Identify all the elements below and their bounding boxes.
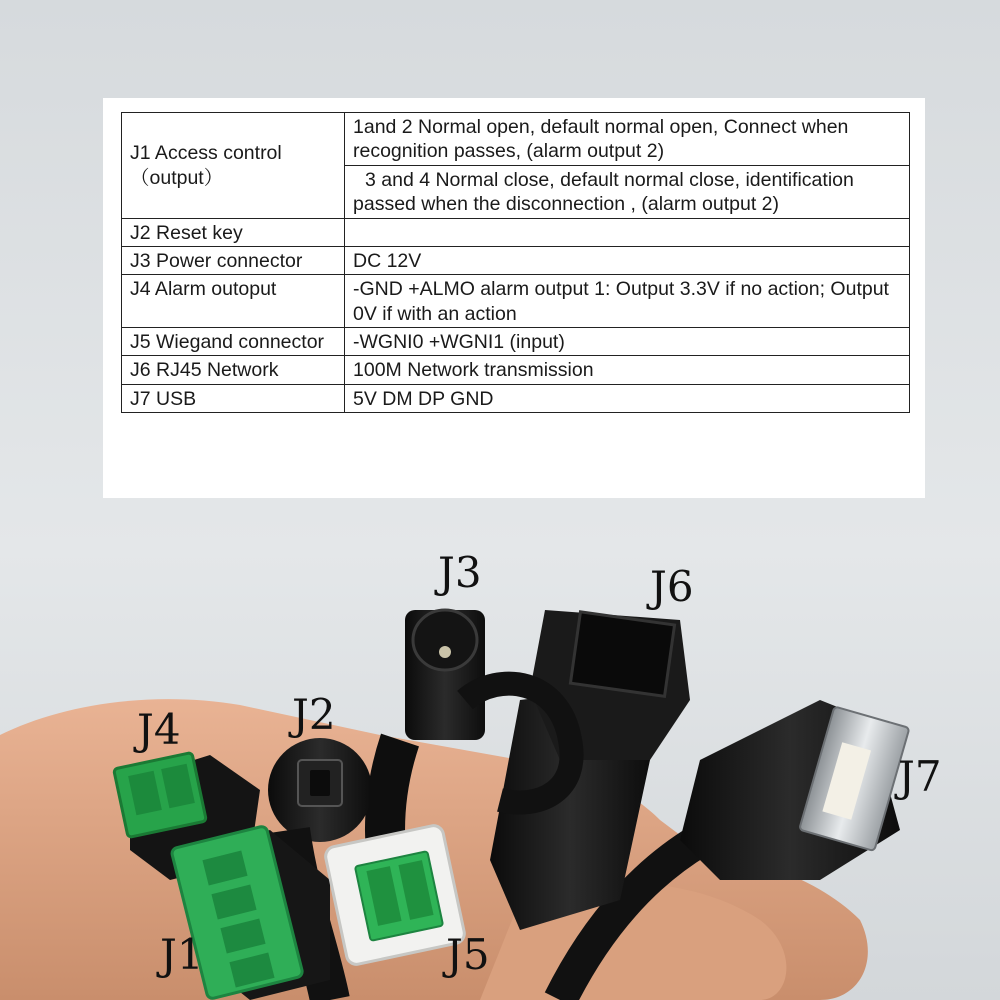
spec-table (121, 112, 910, 413)
label-j1: J1 (160, 930, 204, 979)
table-cell (345, 165, 910, 218)
label-j3: J3 (438, 548, 482, 597)
component-subtitle: （output） (130, 166, 224, 189)
spec-table-panel (103, 98, 925, 498)
table-cell: J3 Power connector (122, 246, 345, 274)
description-line: passed when the disconnection , (alarm output 2) (353, 193, 780, 216)
table-cell: J5 Wiegand connector (122, 328, 345, 356)
table-cell: J7 USB (122, 384, 345, 412)
table-cell: -GND +ALMO alarm output 1: Output 3.3V if no action; Output 0V if with an action (345, 275, 910, 328)
table-row (122, 356, 910, 384)
table-row (122, 113, 910, 166)
table-cell: DC 12V (345, 246, 910, 274)
label-j4: J4 (137, 705, 181, 754)
component-name: J1 Access control (130, 142, 282, 165)
table-row (122, 246, 910, 274)
table-row (122, 328, 910, 356)
description-line: 3 and 4 Normal close, default normal close, identification (365, 168, 854, 191)
table-row (122, 275, 910, 328)
table-cell: J2 Reset key (122, 218, 345, 246)
table-cell (345, 218, 910, 246)
table-cell: 100M Network transmission (345, 356, 910, 384)
table-cell: J4 Alarm outoput (122, 275, 345, 328)
table-row (122, 384, 910, 412)
label-j5: J5 (446, 930, 490, 979)
table-cell (122, 113, 345, 219)
table-cell: -WGNI0 +WGNI1 (input) (345, 328, 910, 356)
label-j6: J6 (650, 562, 694, 611)
table-row (122, 218, 910, 246)
table-cell: 1and 2 Normal open, default normal open, Connect when recognition passes, (alarm output 2) (345, 113, 910, 166)
table-cell: J6 RJ45 Network (122, 356, 345, 384)
table-cell: 5V DM DP GND (345, 384, 910, 412)
label-j2: J2 (292, 690, 336, 739)
label-j7: J7 (898, 752, 942, 801)
